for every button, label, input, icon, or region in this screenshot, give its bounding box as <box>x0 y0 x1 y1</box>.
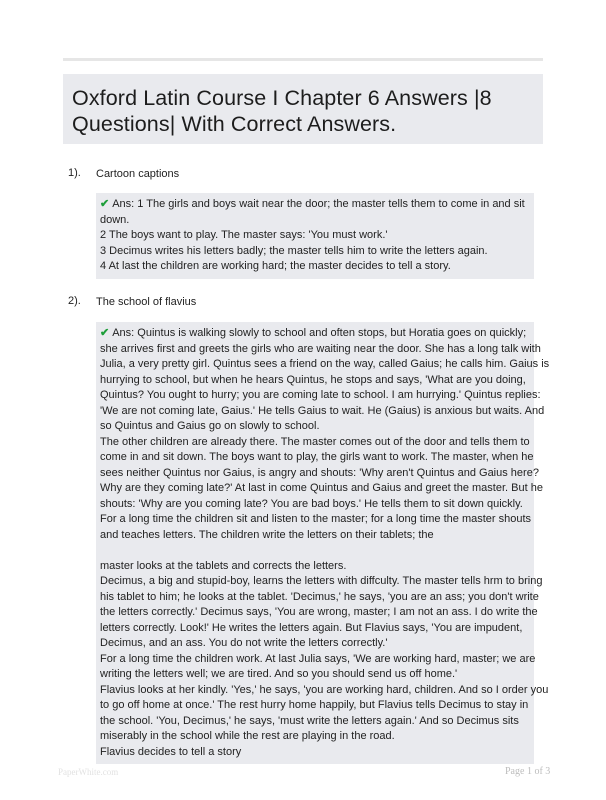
page-title-line-2: Questions| With Correct Answers. <box>72 112 397 136</box>
answer-line <box>100 652 536 668</box>
answer-line-text: miserably in the school while the rest are playing in the road. <box>100 730 395 742</box>
answer-line <box>100 419 530 435</box>
answer-line-text: Quintus? You ought to hurry; you are coming late to school. I am hurrying.' Quintus replies: <box>100 389 541 401</box>
answer-line-text: she arrives first and greets the girls who are waiting near the door. She has a long talk with <box>100 342 541 355</box>
title-banner <box>63 74 543 144</box>
answer-line <box>100 559 530 575</box>
question-2-answer <box>96 322 550 764</box>
answer-line <box>100 435 530 451</box>
answer-line-text: Why are they coming late?' At last in come Quintus and Gaius and greet the master. But he <box>100 482 543 494</box>
page-title-line-1: Oxford Latin Course I Chapter 6 Answers |8 <box>72 86 492 110</box>
answer-line-text: the letters correctly.' Decimus says, 'You are wrong, master; I am not an ass. I do write the <box>100 606 538 618</box>
answer-line <box>100 745 530 761</box>
question-2-number: 2). <box>68 295 81 307</box>
answer-line-text: the school. 'You, Decimus,' he says, 'must write the letters again.' And so Decimus sits <box>100 714 519 727</box>
answer-line-text: Julia, a very pretty girl. Quintus sees a friend on the way, called Gaius; he calls him. Gaius is <box>100 358 550 370</box>
answer-line-text: letters correctly. Look!' He writes the letters again. But Flavius says, 'You are impudent, <box>100 621 523 634</box>
answer-line <box>100 698 530 714</box>
answer-line-text: hurrying to school, but when he hears Quintus, he stops and says, 'What are you doing, <box>100 373 526 386</box>
footer-watermark: PaperWhite.com <box>58 767 119 777</box>
answer-line-text: down. <box>100 213 130 226</box>
answer-line <box>100 621 530 637</box>
answer-line-text: and teaches letters. The children write the letters on their tablets; the <box>100 528 434 541</box>
answer-line <box>100 342 541 358</box>
answer-line <box>100 244 530 260</box>
answer-line <box>100 590 539 606</box>
answer-line-text: Decimus, a big and stupid-boy, learns the letters with diffculty. The master tells hrm to bring <box>100 575 543 587</box>
answer-line-text: his tablet to him; he looks at the tablet. 'Decimus,' he says, 'you are an ass; you don't write <box>100 590 539 603</box>
paragraph-gap <box>100 543 530 559</box>
checkmark-icon: ✔ <box>100 327 110 339</box>
answer-line <box>100 497 530 513</box>
answer-line <box>100 450 534 466</box>
answer-line-text: For a long time the children work. At last Julia says, 'We are working hard, master; we are <box>100 652 536 665</box>
answer-line-text: 2 The boys want to play. The master says: 'You must work.' <box>100 229 388 241</box>
answer-line-text: 3 Decimus writes his letters badly; the master tells him to write the letters again. <box>100 244 488 257</box>
answer-line-text: 4 At last the children are working hard; the master decides to tell a story. <box>100 260 451 272</box>
answer-line-text: so Quintus and Gaius go on slowly to school. <box>100 420 320 432</box>
answer-line-text: shouts: 'Why are you coming late? You are bad boys.' He tells them to sit down quickly. <box>100 497 523 510</box>
question-1-number: 1). <box>68 167 81 179</box>
answer-line <box>100 636 530 652</box>
answer-line <box>100 667 530 683</box>
answer-line <box>100 213 530 229</box>
answer-line <box>100 259 530 275</box>
page-number: Page 1 of 3 <box>505 766 551 777</box>
answer-line-text: Flavius looks at her kindly. 'Yes,' he says, 'you are working hard, children. And so I order you <box>100 683 549 696</box>
answer-line-text: writing the letters well; we are tired. And so you should send us off home.' <box>100 668 458 680</box>
answer-line <box>100 574 543 590</box>
answer-line <box>100 605 538 621</box>
answer-line-text: The other children are already there. The master comes out of the door and tells them to <box>100 435 530 448</box>
answer-line <box>100 683 549 699</box>
answer-line-text: Ans: 1 The girls and boys wait near the door; the master tells them to come in and sit <box>112 198 525 210</box>
answer-line-text: master looks at the tablets and corrects the letters. <box>100 559 347 572</box>
top-divider <box>63 58 543 61</box>
answer-line <box>100 373 530 389</box>
answer-line <box>100 729 530 745</box>
question-2-text: The school of flavius <box>96 296 197 308</box>
answer-line <box>100 714 530 730</box>
answer-line <box>100 528 530 544</box>
answer-line-text: For a long time the children sit and listen to the master; for a long time the master shouts <box>100 513 532 525</box>
answer-line <box>100 228 530 244</box>
answer-line <box>100 388 541 404</box>
answer-line <box>100 512 530 528</box>
question-1-answer <box>96 193 534 279</box>
answer-line-text: sees neither Quintus nor Gaius, is angry and shouts: 'Why aren't Quintus and Gaius here? <box>100 466 539 479</box>
answer-line <box>100 466 539 482</box>
answer-line <box>100 326 530 342</box>
answer-line-text: Flavius decides to tell a story <box>100 745 242 758</box>
answer-line-text: Decimus, and an ass. You do not write the letters correctly.' <box>100 637 388 649</box>
answer-line-text: come in and sit down. The boys want to play, the girls want to work. The master, when he <box>100 451 534 463</box>
answer-line-text: Ans: Quintus is walking slowly to school and often stops, but Horatia goes on quickly; <box>112 327 527 339</box>
answer-line-text: 'We are not coming late, Gaius.' He tells Gaius to wait. He (Gaius) is anxious but waits. And <box>100 404 545 417</box>
answer-line <box>100 197 530 213</box>
question-1-text: Cartoon captions <box>96 168 180 180</box>
page-title <box>72 85 534 137</box>
answer-line <box>100 404 545 420</box>
checkmark-icon: ✔ <box>100 198 110 210</box>
answer-line <box>100 357 550 373</box>
answer-line <box>100 481 543 497</box>
answer-line-text: to go off home at once.' The rest hurry home happily, but Flavius tells Decimus to stay in <box>100 699 529 711</box>
